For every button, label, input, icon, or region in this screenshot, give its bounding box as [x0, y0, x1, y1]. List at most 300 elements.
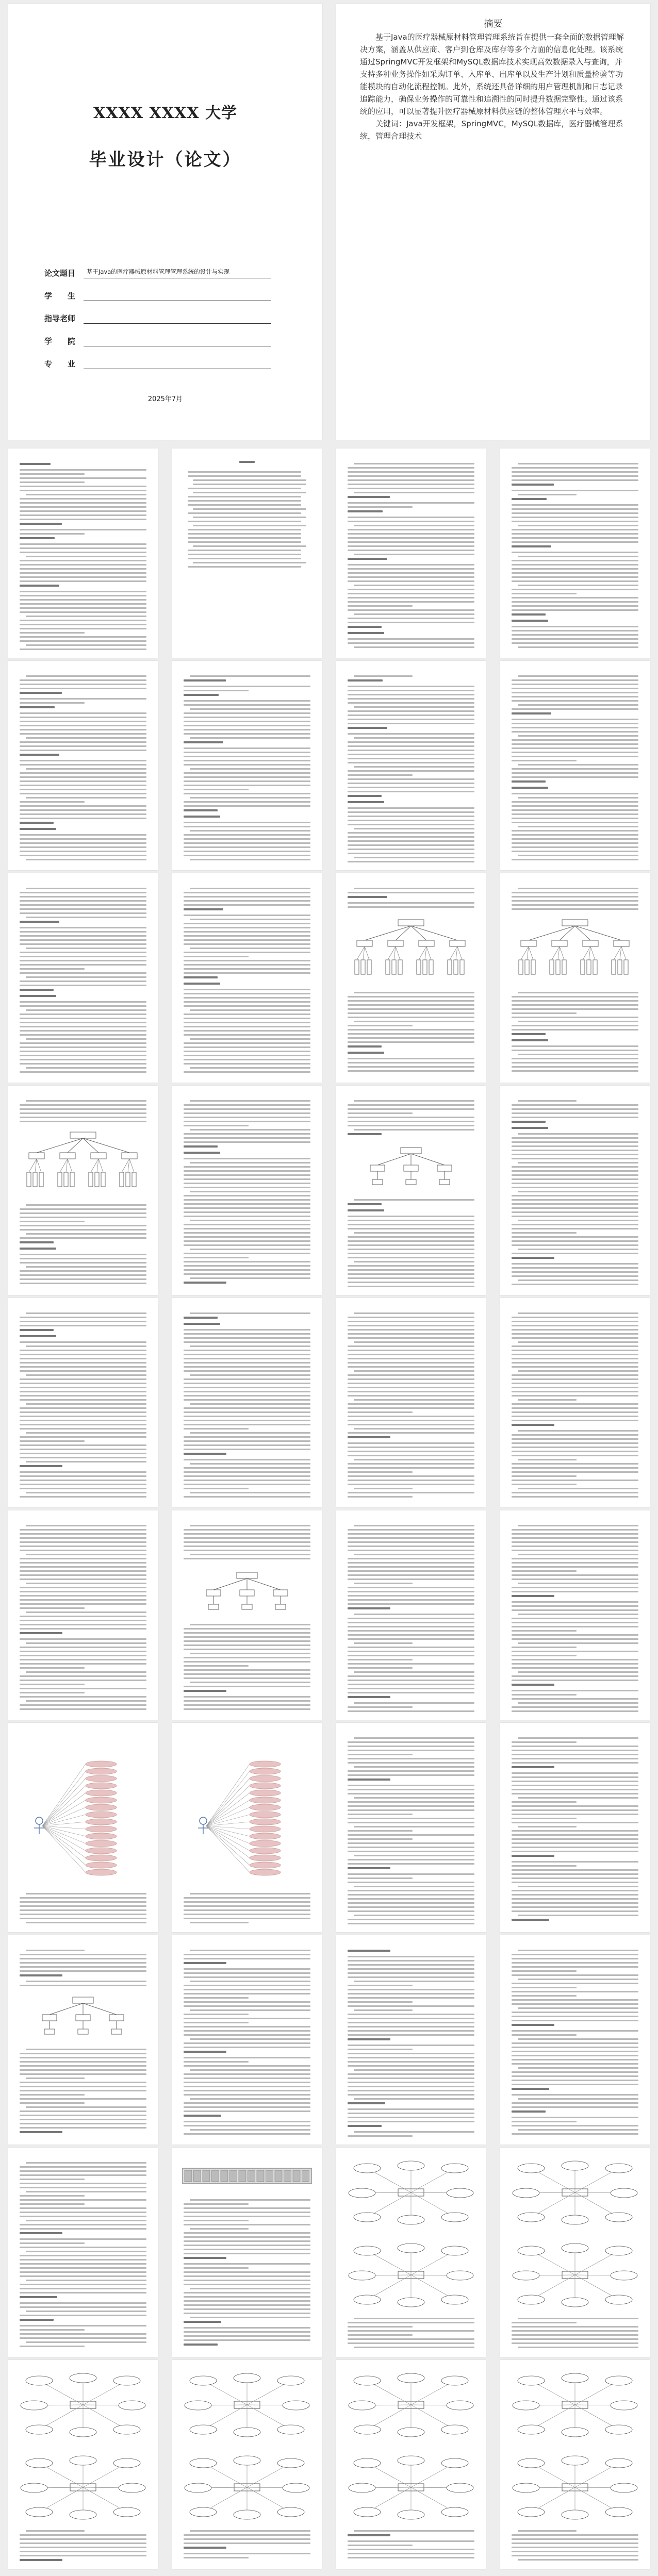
- page-thumbnail: [500, 448, 650, 658]
- thumbnail-text-line: [20, 793, 146, 794]
- thumbnail-text-line: [26, 797, 146, 799]
- thumbnail-text-line: [184, 2263, 310, 2265]
- thumbnail-text-line: [354, 1199, 474, 1201]
- thumbnail-text-line: [512, 1117, 638, 1118]
- thumbnail-text-line: [20, 2315, 146, 2316]
- thumbnail-text-line: [184, 1236, 310, 1238]
- thumbnail-text-line: [20, 1254, 146, 1255]
- thumbnail-text-line: [512, 1366, 638, 1368]
- thumbnail-text-line: [193, 484, 306, 485]
- thumbnail-text-line: [190, 919, 310, 920]
- thumbnail-text-line: [20, 490, 146, 491]
- thumbnail-text-line: [26, 1922, 146, 1923]
- thumbnail-text-line: [20, 1587, 146, 1588]
- thumbnail-text-line: [512, 1463, 638, 1465]
- thumbnail-text-line: [512, 1183, 638, 1184]
- thumbnail-text-line: [348, 1492, 474, 1493]
- thumbnail-text-line: [20, 2547, 146, 2548]
- thumbnail-text-line: [184, 2203, 249, 2205]
- page-thumbnail: [8, 1935, 158, 2145]
- thumbnail-text-line: [20, 1620, 146, 1621]
- thumbnail-text-line: [348, 1012, 474, 1014]
- thumbnail-text-line: [512, 776, 638, 778]
- thumbnail-text-line: [348, 1244, 474, 1246]
- thumbnail-text-line: [184, 2331, 310, 2333]
- thumbnail-text-line: [348, 2005, 474, 2007]
- thumbnail-text-line: [348, 1029, 474, 1031]
- thumbnail-text-line: [20, 1237, 146, 1239]
- thumbnail-text-line: [512, 1158, 638, 1159]
- thumbnail-text-line: [184, 1649, 310, 1650]
- thumbnail-text-line: [20, 834, 146, 836]
- thumbnail-text-line: [184, 838, 310, 840]
- thumbnail-text-line: [184, 2335, 310, 2337]
- thumbnail-heading: [239, 461, 255, 463]
- thumbnail-text-line: [184, 2090, 310, 2091]
- thumbnail-text-line: [348, 750, 474, 751]
- thumbnail-text-line: [512, 1809, 638, 1811]
- thumbnail-text-line: [512, 2047, 638, 2048]
- thumbnail-text-line: [512, 1785, 638, 1786]
- thumbnail-text-line: [512, 1350, 638, 1351]
- thumbnail-text-line: [184, 1905, 310, 1907]
- thumbnail-text-line: [20, 2127, 146, 2129]
- thumbnail-text-line: [348, 1475, 474, 1477]
- thumbnail-heading: [348, 632, 384, 634]
- thumbnail-heading: [20, 921, 59, 923]
- thumbnail-text-line: [348, 853, 474, 854]
- thumbnail-text-line: [184, 776, 310, 778]
- thumbnail-text-line: [184, 1158, 310, 1159]
- thumbnail-text-line: [20, 543, 146, 545]
- thumbnail-text-line: [184, 1704, 310, 1706]
- thumbnail-text-line: [348, 1587, 474, 1588]
- thumbnail-text-line: [20, 1574, 146, 1576]
- thumbnail-text-line: [184, 1989, 310, 1990]
- thumbnail-text-line: [184, 1354, 310, 1355]
- thumbnail-text-line: [512, 529, 638, 530]
- thumbnail-heading: [512, 1033, 546, 1035]
- thumbnail-text-line: [188, 475, 301, 477]
- thumbnail-text-line: [348, 1675, 474, 1677]
- thumbnail-text-line: [184, 2057, 310, 2058]
- thumbnail-text-line: [184, 2216, 310, 2217]
- thumbnail-text-line: [348, 1989, 474, 1990]
- thumbnail-text-line: [20, 2329, 85, 2331]
- thumbnail-text-line: [184, 1013, 310, 1015]
- thumbnail-text-line: [184, 2094, 310, 2096]
- thumbnail-text-line: [512, 533, 638, 535]
- thumbnail-heading: [348, 1696, 390, 1698]
- abstract-title: 摘要: [484, 19, 503, 29]
- thumbnail-text-line: [184, 2236, 310, 2238]
- thumbnail-heading: [20, 1241, 54, 1243]
- thumbnail-text-line: [184, 1636, 310, 1638]
- thumbnail-text-line: [20, 1424, 146, 1425]
- thumbnail-text-line: [512, 1861, 638, 1863]
- thumbnail-text-line: [512, 1333, 638, 1335]
- thumbnail-text-line: [348, 2022, 474, 2023]
- thumbnail-text-line: [512, 1395, 638, 1397]
- thumbnail-text-line: [20, 469, 146, 471]
- thumbnail-text-line: [512, 1145, 638, 1147]
- thumbnail-text-line: [184, 1244, 310, 1246]
- thumbnail-text-line: [20, 576, 146, 578]
- thumbnail-text-line: [20, 580, 146, 582]
- thumbnail-text-line: [512, 1492, 638, 1493]
- thumbnail-text-line: [20, 1387, 146, 1388]
- thumbnail-text-line: [184, 2102, 310, 2104]
- page-thumbnail: [336, 661, 486, 870]
- thumbnail-text-line: [20, 2337, 146, 2339]
- thumbnail-text-line: [512, 1271, 638, 1273]
- thumbnail-text-line: [20, 510, 146, 512]
- thumbnail-text-line: [348, 488, 474, 489]
- thumbnail-text-line: [184, 1444, 310, 1446]
- thumbnail-text-line: [184, 1370, 310, 1372]
- thumbnail-text-line: [348, 2030, 474, 2032]
- thumbnail-text-line: [184, 1665, 249, 1667]
- thumbnail-text-line: [184, 1350, 310, 1351]
- thumbnail-heading: [512, 545, 551, 547]
- thumbnail-text-line: [348, 2545, 413, 2546]
- thumbnail-text-line: [20, 1667, 85, 1669]
- thumbnail-text-line: [348, 1818, 474, 1819]
- thumbnail-text-line: [512, 1004, 638, 1006]
- thumbnail-text-line: [193, 562, 306, 563]
- thumbnail-text-line: [518, 1583, 638, 1584]
- thumbnail-text-line: [184, 2538, 310, 2540]
- thumbnail-text-line: [188, 550, 301, 551]
- thumbnail-text-line: [26, 1611, 146, 1613]
- thumbnail-text-line: [348, 1793, 474, 1794]
- thumbnail-text-line: [184, 1958, 310, 1959]
- abstract-paragraph: 基于Java的医疗器械原材料管理管理系统旨在提供一套全面的数据管理解决方案，涵盖从供应商、客户到仓库及库存等多个方面的信息化处理。该系统通过SpringMVC开发框架和MySQL数据库技术实现高效数据录入与查询，并支持多种业务操作如采购订单、入库单、出库单以及生产计划和质量检验等功能模块的自动化流程控制。此外，系统还具备详细的用户管理机制和日志记录追踪能力，确保业务操作的可靠性和追溯性的同时提升数据完整性。通过该系统的应用，可以显著提升医疗器械原材料供应链的整体管理水平与效率。: [360, 32, 624, 116]
- thumbnail-text-line: [512, 1587, 638, 1588]
- thumbnail-text-line: [512, 626, 638, 627]
- thumbnail-text-line: [348, 479, 474, 481]
- thumbnail-text-line: [193, 545, 306, 547]
- thumbnail-text-line: [184, 1968, 310, 1970]
- thumbnail-text-line: [184, 2065, 310, 2067]
- thumbnail-text-line: [184, 1125, 249, 1126]
- thumbnail-text-line: [20, 1624, 146, 1625]
- thumbnail-text-line: [354, 2530, 474, 2532]
- thumbnail-text-line: [512, 2020, 638, 2021]
- thumbnail-text-line: [184, 721, 310, 722]
- thumbnail-heading: [348, 2102, 385, 2104]
- thumbnail-text-line: [512, 1781, 638, 1782]
- thumbnail-text-line: [512, 1263, 638, 1265]
- thumbnail-text-line: [512, 846, 638, 848]
- thumbnail-text-line: [184, 1170, 310, 1172]
- thumbnail-text-line: [184, 1141, 310, 1143]
- thumbnail-text-line: [20, 1407, 146, 1409]
- thumbnail-text-line: [354, 992, 474, 993]
- thumbnail-text-line: [184, 1240, 310, 1242]
- thumbnail-text-line: [20, 900, 146, 902]
- thumbnail-text-line: [512, 1387, 638, 1388]
- cover-date: 2025年7月: [147, 395, 183, 403]
- thumbnail-text-line: [20, 620, 146, 621]
- thumbnail-text-line: [348, 1574, 474, 1576]
- thumbnail-text-line: [354, 1554, 474, 1555]
- thumbnail-text-line: [512, 560, 638, 561]
- thumbnail-text-line: [512, 1822, 638, 1823]
- thumbnail-text-line: [512, 760, 577, 761]
- page-thumbnail: [8, 1723, 158, 1932]
- thumbnail-text-line: [348, 1956, 474, 1957]
- thumbnail-heading: [512, 1595, 554, 1597]
- thumbnail-text-line: [512, 1403, 638, 1405]
- thumbnail-text-line: [184, 760, 310, 761]
- thumbnail-text-line: [348, 2322, 474, 2323]
- thumbnail-text-line: [512, 1455, 638, 1456]
- thumbnail-text-line: [184, 2232, 310, 2234]
- thumbnail-text-line: [512, 1638, 638, 1640]
- thumbnail-text-line: [20, 1317, 146, 1318]
- thumbnail-text-line: [20, 1480, 146, 1481]
- thumbnail-text-line: [512, 772, 638, 774]
- thumbnail-text-line: [184, 2240, 310, 2242]
- thumbnail-text-line: [512, 756, 638, 757]
- thumbnail-text-line: [512, 1694, 577, 1696]
- thumbnail-text-line: [20, 952, 146, 953]
- thumbnail-text-line: [512, 1362, 638, 1364]
- thumbnail-text-line: [184, 1632, 310, 1634]
- thumbnail-text-line: [20, 2069, 146, 2071]
- thumbnail-text-line: [348, 1667, 413, 1669]
- thumbnail-text-line: [512, 1017, 638, 1018]
- thumbnail-text-line: [184, 2253, 310, 2254]
- thumbnail-text-line: [518, 735, 638, 737]
- thumbnail-text-line: [512, 1236, 638, 1238]
- thumbnail-text-line: [512, 1877, 638, 1879]
- thumbnail-text-line: [184, 1407, 310, 1409]
- thumbnail-text-line: [512, 2055, 638, 2056]
- thumbnail-text-line: [348, 475, 474, 477]
- thumbnail-text-line: [20, 486, 146, 487]
- thumbnail-text-line: [20, 1034, 146, 1036]
- thumbnail-text-line: [512, 1655, 577, 1656]
- thumbnail-text-line: [193, 517, 306, 518]
- page-thumbnail: [500, 1935, 650, 2145]
- thumbnail-text-line: [20, 552, 146, 553]
- thumbnail-heading: [512, 787, 548, 789]
- thumbnail-text-line: [184, 1677, 310, 1679]
- thumbnail-text-line: [26, 2280, 146, 2281]
- thumbnail-text-line: [20, 1647, 146, 1648]
- page-thumbnail: [8, 1086, 158, 1295]
- thumbnail-text-line: [20, 1696, 146, 1698]
- thumbnail-text-line: [348, 1968, 474, 1970]
- thumbnail-text-line: [184, 2073, 310, 2075]
- thumbnail-text-line: [20, 1607, 85, 1609]
- thumbnail-text-line: [184, 1063, 310, 1065]
- thumbnail-text-line: [512, 2080, 638, 2081]
- thumbnail-text-line: [26, 1204, 146, 1206]
- thumbnail-text-line: [512, 752, 638, 753]
- thumbnail-text-line: [348, 1467, 474, 1469]
- thumbnail-text-line: [512, 1574, 638, 1576]
- page-thumbnail: [172, 1510, 322, 1720]
- thumbnail-text-line: [184, 1133, 310, 1135]
- thumbnail-text-line: [348, 1630, 474, 1632]
- thumbnail-text-line: [26, 675, 146, 677]
- thumbnail-text-line: [20, 1599, 146, 1601]
- thumbnail-text-line: [20, 611, 146, 613]
- thumbnail-text-line: [512, 1882, 638, 1883]
- thumbnail-text-line: [20, 2094, 85, 2096]
- thumbnail-text-line: [184, 2300, 310, 2302]
- thumbnail-text-line: [20, 2333, 146, 2335]
- thumbnail-text-line: [184, 1909, 310, 1911]
- thumbnail-text-line: [184, 1030, 310, 1032]
- thumbnail-heading: [348, 2038, 390, 2040]
- thumbnail-text-line: [348, 2553, 474, 2554]
- thumbnail-text-line: [20, 851, 146, 852]
- thumbnail-text-line: [20, 1416, 146, 1417]
- thumbnail-text-line: [354, 1855, 474, 1856]
- thumbnail-text-line: [354, 1583, 413, 1584]
- thumbnail-text-line: [184, 1207, 310, 1209]
- thumbnail-text-line: [518, 1459, 577, 1460]
- thumbnail-text-line: [348, 2540, 474, 2542]
- thumbnail-text-line: [512, 1207, 638, 1209]
- thumbnail-heading: [512, 613, 546, 616]
- thumbnail-text-line: [20, 1366, 146, 1368]
- thumbnail-text-line: [20, 1537, 146, 1539]
- thumbnail-text-line: [512, 2030, 638, 2032]
- thumbnail-text-line: [184, 2224, 310, 2225]
- cover-page: [8, 4, 322, 440]
- thumbnail-text-line: [348, 467, 474, 469]
- thumbnail-text-line: [512, 1609, 638, 1611]
- thumbnail-text-line: [20, 2110, 146, 2112]
- thumbnail-text-line: [184, 1026, 310, 1027]
- thumbnail-text-line: [20, 855, 146, 856]
- info-label: 学 院: [44, 337, 76, 346]
- thumbnail-text-line: [512, 1562, 638, 1564]
- thumbnail-text-line: [190, 1950, 310, 1951]
- thumbnail-text-line: [348, 1317, 474, 1318]
- thumbnail-text-line: [518, 1950, 638, 1951]
- thumbnail-text-line: [20, 2090, 146, 2091]
- thumbnail-text-line: [20, 649, 146, 650]
- thumbnail-heading: [348, 1436, 390, 1438]
- thumbnail-text-line: [184, 2026, 310, 2027]
- thumbnail-text-line: [512, 1995, 577, 1997]
- thumbnail-text-line: [26, 1461, 146, 1462]
- thumbnail-text-line: [512, 1818, 577, 1819]
- thumbnail-text-line: [20, 702, 85, 704]
- thumbnail-text-line: [512, 1329, 638, 1331]
- thumbnail-text-line: [184, 2082, 310, 2083]
- thumbnail-text-line: [348, 1249, 474, 1250]
- thumbnail-text-line: [512, 634, 638, 636]
- thumbnail-text-line: [348, 1591, 474, 1592]
- thumbnail-text-line: [518, 1979, 638, 1980]
- thumbnail-text-line: [20, 729, 146, 730]
- thumbnail-heading: [512, 1424, 554, 1426]
- thumbnail-figure: [500, 873, 650, 1083]
- thumbnail-text-line: [190, 2098, 310, 2100]
- thumbnail-text-line: [184, 1976, 310, 1978]
- thumbnail-text-line: [512, 743, 638, 745]
- thumbnail-text-line: [518, 826, 638, 827]
- thumbnail-heading: [348, 1052, 384, 1054]
- thumbnail-text-line: [518, 855, 638, 856]
- thumbnail-text-line: [20, 1278, 146, 1280]
- thumbnail-text-line: [348, 622, 474, 623]
- thumbnail-heading: [184, 2344, 218, 2346]
- thumbnail-text-line: [518, 1220, 638, 1221]
- thumbnail-text-line: [518, 1399, 577, 1401]
- thumbnail-text-line: [348, 1997, 474, 1999]
- thumbnail-text-line: [184, 1424, 310, 1425]
- thumbnail-text-line: [348, 791, 474, 792]
- thumbnail-text-line: [518, 1797, 638, 1799]
- thumbnail-text-line: [20, 1212, 146, 1214]
- thumbnail-text-line: [348, 1321, 474, 1322]
- thumbnail-text-line: [518, 2347, 638, 2348]
- thumbnail-text-line: [20, 776, 146, 778]
- thumbnail-text-line: [26, 1642, 146, 1644]
- thumbnail-text-line: [20, 1918, 146, 1919]
- thumbnail-text-line: [512, 2338, 638, 2340]
- thumbnail-text-line: [512, 1680, 638, 1681]
- thumbnail-text-line: [512, 1008, 638, 1010]
- thumbnail-text-line: [512, 1029, 638, 1031]
- thumbnail-text-line: [512, 1216, 638, 1217]
- thumbnail-text-line: [348, 1599, 474, 1601]
- thumbnail-text-line: [354, 1826, 474, 1827]
- thumbnail-text-line: [518, 1886, 638, 1887]
- page-thumbnail: [172, 1935, 322, 2145]
- thumbnail-text-line: [348, 1993, 474, 1995]
- thumbnail-heading: [20, 2296, 57, 2298]
- thumbnail-text-line: [184, 1436, 310, 1438]
- thumbnail-text-line: [20, 1692, 85, 1693]
- thumbnail-heading: [184, 2257, 226, 2259]
- thumbnail-text-line: [20, 741, 146, 743]
- thumbnail-text-line: [20, 2346, 85, 2347]
- thumbnail-text-line: [348, 849, 474, 850]
- thumbnail-text-line: [518, 1370, 638, 1372]
- thumbnail-text-line: [184, 1183, 310, 1184]
- thumbnail-text-line: [20, 838, 146, 840]
- thumbnail-text-line: [184, 842, 310, 844]
- thumbnail-text-line: [348, 597, 474, 599]
- page-thumbnail: [336, 2360, 486, 2569]
- thumbnail-text-line: [512, 1772, 638, 1774]
- thumbnail-heading: [348, 496, 390, 498]
- thumbnail-heading: [20, 754, 59, 756]
- thumbnail-text-line: [184, 1042, 310, 1044]
- thumbnail-text-line: [348, 1407, 474, 1409]
- thumbnail-text-line: [348, 638, 474, 640]
- thumbnail-text-line: [512, 1012, 577, 1014]
- thumbnail-text-line: [348, 1570, 474, 1572]
- thumbnail-text-line: [20, 2228, 146, 2230]
- thumbnail-text-line: [20, 2306, 146, 2308]
- thumbnail-text-line: [26, 859, 146, 860]
- thumbnail-text-line: [20, 1354, 146, 1355]
- thumbnail-text-line: [512, 696, 638, 697]
- page-thumbnail: [8, 448, 158, 658]
- thumbnail-text-line: [512, 1195, 638, 1196]
- thesis-title: 毕业设计（论文）: [89, 149, 242, 170]
